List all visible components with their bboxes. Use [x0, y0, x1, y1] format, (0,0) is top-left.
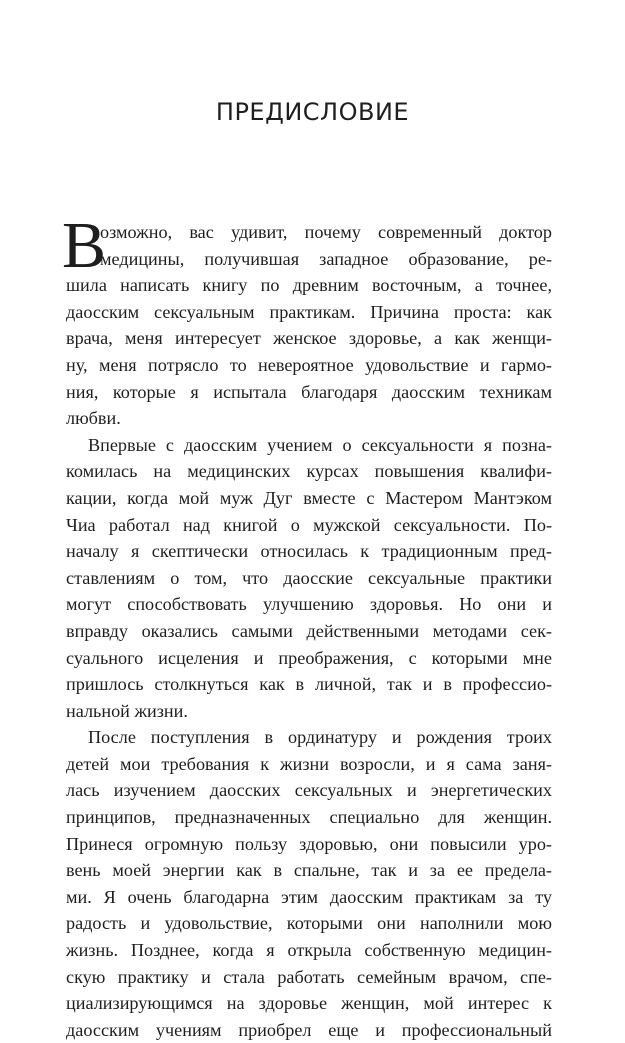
text-line: радость и удовольствие, которыми они наполнили мою [66, 913, 552, 934]
paragraph-3 [66, 724, 552, 1043]
text-line: вень моей энергии как в спальне, так и за ее предела- [66, 860, 552, 881]
paragraph-1 [62, 209, 552, 432]
body-text [62, 209, 552, 1043]
text-line: ния, которые я испытала благодаря даосским техникам [66, 381, 552, 402]
text-line: Принеся огромную пользу здоровью, они повысили уро- [66, 833, 552, 854]
text-line: могут способствовать улучшению здоровья. Но они и [66, 594, 552, 615]
text-line: суального исцеления и преображения, с которыми мне [66, 647, 552, 668]
text-line: детей мои требования к жизни возросли, и я сама заня- [66, 753, 552, 774]
text-line: ми. Я очень благодарна этим даосским практикам за ту [66, 886, 552, 907]
text-line: даосским учениям приобрел еще и профессиональный [66, 1019, 552, 1040]
text-line: принципов, предназначенных специально для женщин. [66, 807, 552, 828]
text-line: медицины, получившая западное образование, ре- [100, 248, 552, 269]
text-line: Чиа работал над книгой о мужской сексуальности. По- [66, 514, 552, 535]
text-line: циализирующимся на здоровье женщин, мой интерес к [66, 993, 552, 1014]
text-line: кации, когда мой муж Дуг вместе с Мастером Мантэком [66, 487, 552, 508]
text-line: нальной жизни. [66, 700, 188, 721]
text-line: озможно, вас удивит, почему современный доктор [100, 222, 552, 242]
text-line: вправду оказались самыми действенными методами сек- [66, 620, 552, 641]
text-line: шила написать книгу по древним восточным, а точнее, [66, 275, 552, 296]
text-line: Впервые с даосским учением о сексуальности я позна- [88, 434, 552, 455]
text-line: После поступления в ординатуру и рождения троих [88, 727, 552, 748]
text-line: пришлось столкнуться как в личной, так и в профессио- [66, 674, 552, 695]
text-line: жизнь. Позднее, когда я открыла собственную медицин- [66, 940, 552, 961]
text-line: врача, меня интересует женское здоровье, а как женщи- [66, 328, 552, 349]
text-line: лась изучением даосских сексуальных и энергетических [66, 780, 552, 801]
text-line: началу я скептически относилась к традиционным пред- [66, 541, 552, 562]
text-line: любви. [66, 408, 121, 429]
text-line: ставлениям о том, что даосские сексуальные практики [66, 567, 552, 588]
paragraph-2 [66, 432, 552, 725]
drop-cap: В [62, 209, 107, 282]
text-line: комилась на медицинских курсах повышения квалифи- [66, 461, 552, 482]
text-line: скую практику и стала работать семейным врачом, спе- [66, 966, 552, 987]
text-line: ну, меня потрясло то невероятное удовольствие и гармо- [66, 354, 552, 375]
page-title: ПРЕДИСЛОВИЕ [215, 98, 410, 126]
text-line: даосским сексуальным практикам. Причина проста: как [66, 301, 552, 322]
